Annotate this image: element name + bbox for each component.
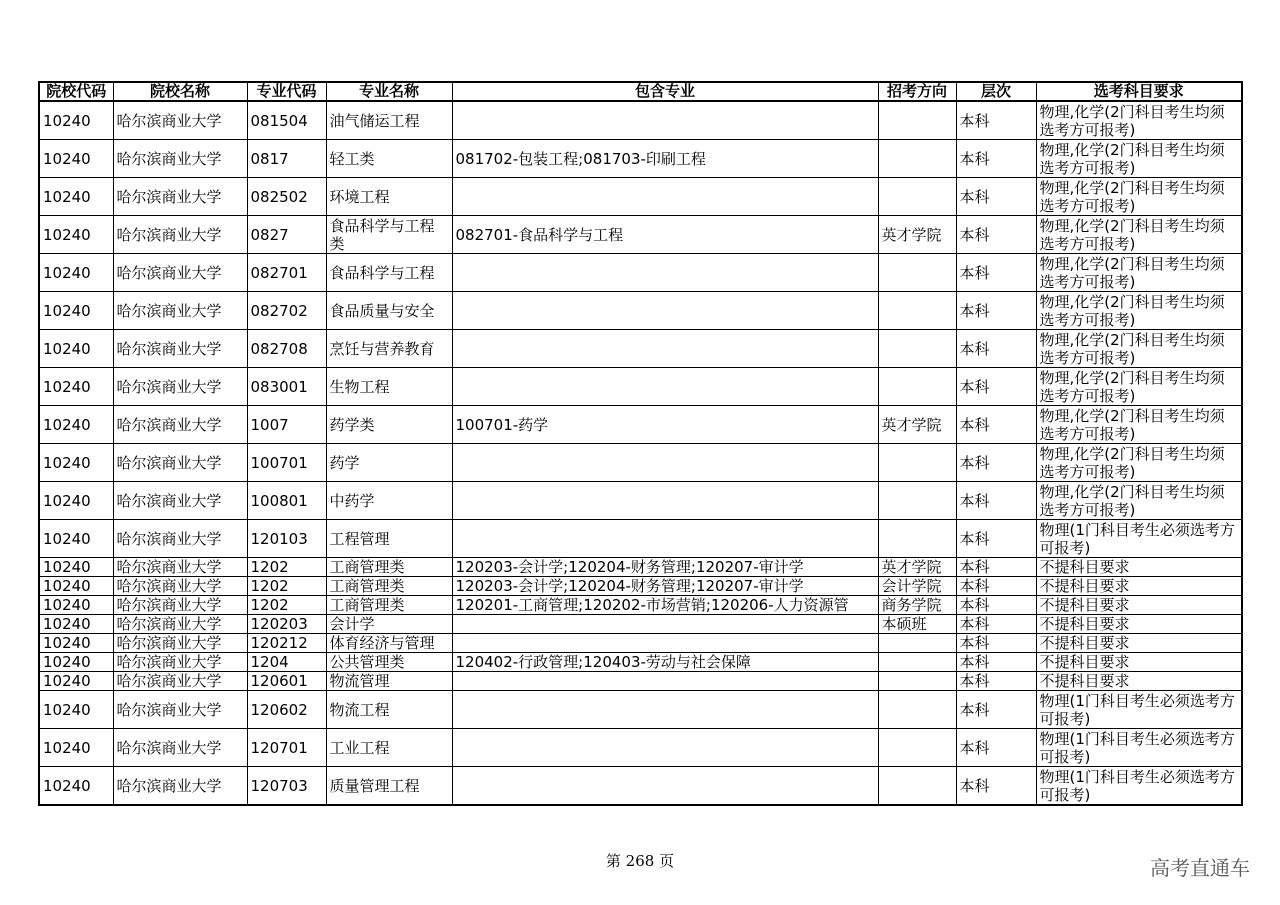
table-row [39,577,1242,596]
table-row [39,292,1242,330]
cell-major-code: 083001 [247,368,326,406]
table-row [39,691,1242,729]
cell-major-name: 物流工程 [326,691,452,729]
admission-table [38,81,1243,806]
cell-major-name: 中药学 [326,482,452,520]
cell-major-code: 100701 [247,444,326,482]
table-row [39,368,1242,406]
cell-included-majors: 120203-会计学;120204-财务管理;120207-审计学 [452,558,878,577]
cell-direction [878,368,956,406]
cell-direction [878,101,956,140]
cell-major-code: 1202 [247,596,326,615]
cell-direction [878,729,956,767]
cell-direction: 会计学院 [878,577,956,596]
header-included-majors: 包含专业 [452,82,878,101]
cell-school-code: 10240 [39,767,113,806]
table-row [39,178,1242,216]
cell-school-name: 哈尔滨商业大学 [113,444,247,482]
cell-level: 本科 [956,577,1036,596]
cell-subject-requirement: 不提科目要求 [1036,615,1242,634]
cell-level: 本科 [956,140,1036,178]
cell-direction [878,482,956,520]
cell-school-code: 10240 [39,615,113,634]
cell-direction [878,672,956,691]
cell-major-code: 100801 [247,482,326,520]
cell-direction: 英才学院 [878,406,956,444]
table-row [39,520,1242,558]
cell-major-name: 生物工程 [326,368,452,406]
cell-subject-requirement: 物理(1门科目考生必须选考方可报考) [1036,767,1242,806]
cell-subject-requirement: 物理,化学(2门科目考生均须选考方可报考) [1036,406,1242,444]
cell-school-name: 哈尔滨商业大学 [113,577,247,596]
cell-subject-requirement: 物理,化学(2门科目考生均须选考方可报考) [1036,178,1242,216]
cell-level: 本科 [956,520,1036,558]
cell-school-code: 10240 [39,140,113,178]
cell-level: 本科 [956,330,1036,368]
cell-major-name: 工商管理类 [326,596,452,615]
cell-level: 本科 [956,444,1036,482]
cell-school-name: 哈尔滨商业大学 [113,596,247,615]
cell-subject-requirement: 不提科目要求 [1036,596,1242,615]
cell-major-name: 物流管理 [326,672,452,691]
cell-included-majors [452,615,878,634]
header-level: 层次 [956,82,1036,101]
cell-school-code: 10240 [39,178,113,216]
table-row [39,482,1242,520]
cell-direction [878,691,956,729]
cell-major-code: 082701 [247,254,326,292]
table-row [39,216,1242,254]
cell-major-name: 工商管理类 [326,558,452,577]
cell-subject-requirement: 物理,化学(2门科目考生均须选考方可报考) [1036,216,1242,254]
cell-subject-requirement: 不提科目要求 [1036,653,1242,672]
table-row [39,653,1242,672]
cell-included-majors [452,691,878,729]
cell-level: 本科 [956,691,1036,729]
cell-school-name: 哈尔滨商业大学 [113,520,247,558]
cell-level: 本科 [956,368,1036,406]
cell-major-code: 0827 [247,216,326,254]
cell-subject-requirement: 不提科目要求 [1036,558,1242,577]
cell-included-majors: 120201-工商管理;120202-市场营销;120206-人力资源管 [452,596,878,615]
cell-school-name: 哈尔滨商业大学 [113,482,247,520]
table-row [39,558,1242,577]
cell-level: 本科 [956,482,1036,520]
cell-school-code: 10240 [39,634,113,653]
cell-school-code: 10240 [39,520,113,558]
cell-major-code: 120212 [247,634,326,653]
table-row [39,101,1242,140]
cell-direction [878,330,956,368]
cell-included-majors [452,482,878,520]
cell-level: 本科 [956,767,1036,806]
cell-direction: 商务学院 [878,596,956,615]
cell-school-code: 10240 [39,596,113,615]
cell-school-name: 哈尔滨商业大学 [113,254,247,292]
cell-included-majors [452,767,878,806]
cell-level: 本科 [956,178,1036,216]
cell-major-code: 1007 [247,406,326,444]
cell-school-name: 哈尔滨商业大学 [113,368,247,406]
table-row [39,406,1242,444]
cell-major-code: 120602 [247,691,326,729]
header-major-name: 专业名称 [326,82,452,101]
cell-subject-requirement: 物理,化学(2门科目考生均须选考方可报考) [1036,254,1242,292]
cell-included-majors [452,444,878,482]
cell-major-name: 烹饪与营养教育 [326,330,452,368]
cell-direction [878,178,956,216]
cell-major-code: 082502 [247,178,326,216]
cell-subject-requirement: 物理,化学(2门科目考生均须选考方可报考) [1036,330,1242,368]
cell-major-name: 工程管理 [326,520,452,558]
cell-subject-requirement: 物理,化学(2门科目考生均须选考方可报考) [1036,292,1242,330]
cell-included-majors [452,368,878,406]
table-row [39,254,1242,292]
cell-included-majors: 120203-会计学;120204-财务管理;120207-审计学 [452,577,878,596]
cell-school-code: 10240 [39,368,113,406]
cell-direction [878,653,956,672]
cell-included-majors [452,672,878,691]
cell-subject-requirement: 不提科目要求 [1036,672,1242,691]
cell-major-code: 1204 [247,653,326,672]
cell-major-code: 1202 [247,558,326,577]
cell-school-name: 哈尔滨商业大学 [113,178,247,216]
cell-direction: 本硕班 [878,615,956,634]
cell-level: 本科 [956,558,1036,577]
cell-major-code: 082708 [247,330,326,368]
cell-subject-requirement: 物理(1门科目考生必须选考方可报考) [1036,729,1242,767]
cell-school-code: 10240 [39,330,113,368]
cell-direction [878,292,956,330]
table-row [39,596,1242,615]
cell-level: 本科 [956,406,1036,444]
cell-school-name: 哈尔滨商业大学 [113,653,247,672]
cell-included-majors [452,634,878,653]
cell-major-name: 食品质量与安全 [326,292,452,330]
cell-level: 本科 [956,254,1036,292]
table-body [39,101,1242,805]
cell-included-majors: 100701-药学 [452,406,878,444]
cell-major-code: 120103 [247,520,326,558]
cell-major-code: 120601 [247,672,326,691]
cell-school-name: 哈尔滨商业大学 [113,292,247,330]
cell-major-code: 120701 [247,729,326,767]
cell-major-code: 082702 [247,292,326,330]
table-row [39,330,1242,368]
header-major-code: 专业代码 [247,82,326,101]
cell-level: 本科 [956,672,1036,691]
cell-direction [878,140,956,178]
cell-school-code: 10240 [39,577,113,596]
cell-school-code: 10240 [39,406,113,444]
cell-included-majors [452,729,878,767]
cell-subject-requirement: 物理,化学(2门科目考生均须选考方可报考) [1036,482,1242,520]
cell-school-code: 10240 [39,558,113,577]
cell-major-name: 轻工类 [326,140,452,178]
cell-school-name: 哈尔滨商业大学 [113,140,247,178]
cell-school-code: 10240 [39,653,113,672]
table-row [39,767,1242,806]
cell-school-name: 哈尔滨商业大学 [113,558,247,577]
cell-school-code: 10240 [39,444,113,482]
cell-school-name: 哈尔滨商业大学 [113,634,247,653]
cell-school-code: 10240 [39,691,113,729]
cell-subject-requirement: 物理(1门科目考生必须选考方可报考) [1036,520,1242,558]
table-row [39,615,1242,634]
table-row [39,634,1242,653]
cell-subject-requirement: 物理,化学(2门科目考生均须选考方可报考) [1036,140,1242,178]
table-header-row [39,82,1242,101]
cell-level: 本科 [956,596,1036,615]
cell-direction [878,634,956,653]
cell-direction [878,444,956,482]
cell-major-name: 油气储运工程 [326,101,452,140]
cell-major-name: 药学 [326,444,452,482]
cell-major-code: 1202 [247,577,326,596]
cell-level: 本科 [956,101,1036,140]
cell-school-code: 10240 [39,482,113,520]
cell-direction: 英才学院 [878,216,956,254]
cell-school-name: 哈尔滨商业大学 [113,672,247,691]
cell-school-name: 哈尔滨商业大学 [113,615,247,634]
cell-major-name: 体育经济与管理 [326,634,452,653]
cell-major-name: 环境工程 [326,178,452,216]
cell-major-name: 药学类 [326,406,452,444]
table-row [39,729,1242,767]
cell-direction [878,520,956,558]
cell-level: 本科 [956,216,1036,254]
cell-school-name: 哈尔滨商业大学 [113,729,247,767]
cell-major-name: 工业工程 [326,729,452,767]
cell-major-name: 会计学 [326,615,452,634]
header-direction: 招考方向 [878,82,956,101]
cell-major-name: 公共管理类 [326,653,452,672]
cell-school-name: 哈尔滨商业大学 [113,330,247,368]
cell-included-majors: 120402-行政管理;120403-劳动与社会保障 [452,653,878,672]
cell-subject-requirement: 不提科目要求 [1036,634,1242,653]
cell-included-majors: 081702-包装工程;081703-印刷工程 [452,140,878,178]
cell-major-code: 120203 [247,615,326,634]
cell-included-majors [452,330,878,368]
header-school-code: 院校代码 [39,82,113,101]
cell-school-name: 哈尔滨商业大学 [113,216,247,254]
cell-level: 本科 [956,292,1036,330]
cell-level: 本科 [956,729,1036,767]
cell-major-name: 食品科学与工程类 [326,216,452,254]
cell-level: 本科 [956,653,1036,672]
cell-major-name: 工商管理类 [326,577,452,596]
page-number: 第 268 页 [605,852,675,870]
cell-school-code: 10240 [39,729,113,767]
cell-major-code: 0817 [247,140,326,178]
cell-subject-requirement: 物理,化学(2门科目考生均须选考方可报考) [1036,101,1242,140]
cell-included-majors: 082701-食品科学与工程 [452,216,878,254]
cell-school-name: 哈尔滨商业大学 [113,101,247,140]
header-subject-requirement: 选考科目要求 [1036,82,1242,101]
cell-school-code: 10240 [39,254,113,292]
cell-school-name: 哈尔滨商业大学 [113,691,247,729]
table-row [39,672,1242,691]
cell-school-code: 10240 [39,216,113,254]
table-row [39,140,1242,178]
cell-major-code: 120703 [247,767,326,806]
cell-school-code: 10240 [39,292,113,330]
cell-subject-requirement: 物理,化学(2门科目考生均须选考方可报考) [1036,368,1242,406]
cell-level: 本科 [956,634,1036,653]
cell-school-name: 哈尔滨商业大学 [113,406,247,444]
cell-direction: 英才学院 [878,558,956,577]
cell-included-majors [452,292,878,330]
cell-level: 本科 [956,615,1036,634]
cell-direction [878,767,956,806]
cell-included-majors [452,254,878,292]
cell-major-name: 食品科学与工程 [326,254,452,292]
cell-school-name: 哈尔滨商业大学 [113,767,247,806]
header-school-name: 院校名称 [113,82,247,101]
cell-major-code: 081504 [247,101,326,140]
cell-school-code: 10240 [39,672,113,691]
cell-subject-requirement: 物理(1门科目考生必须选考方可报考) [1036,691,1242,729]
watermark: 高考直通车 [1150,856,1250,880]
cell-included-majors [452,520,878,558]
cell-major-name: 质量管理工程 [326,767,452,806]
table-row [39,444,1242,482]
cell-school-code: 10240 [39,101,113,140]
cell-included-majors [452,178,878,216]
cell-included-majors [452,101,878,140]
cell-subject-requirement: 物理,化学(2门科目考生均须选考方可报考) [1036,444,1242,482]
cell-direction [878,254,956,292]
cell-subject-requirement: 不提科目要求 [1036,577,1242,596]
